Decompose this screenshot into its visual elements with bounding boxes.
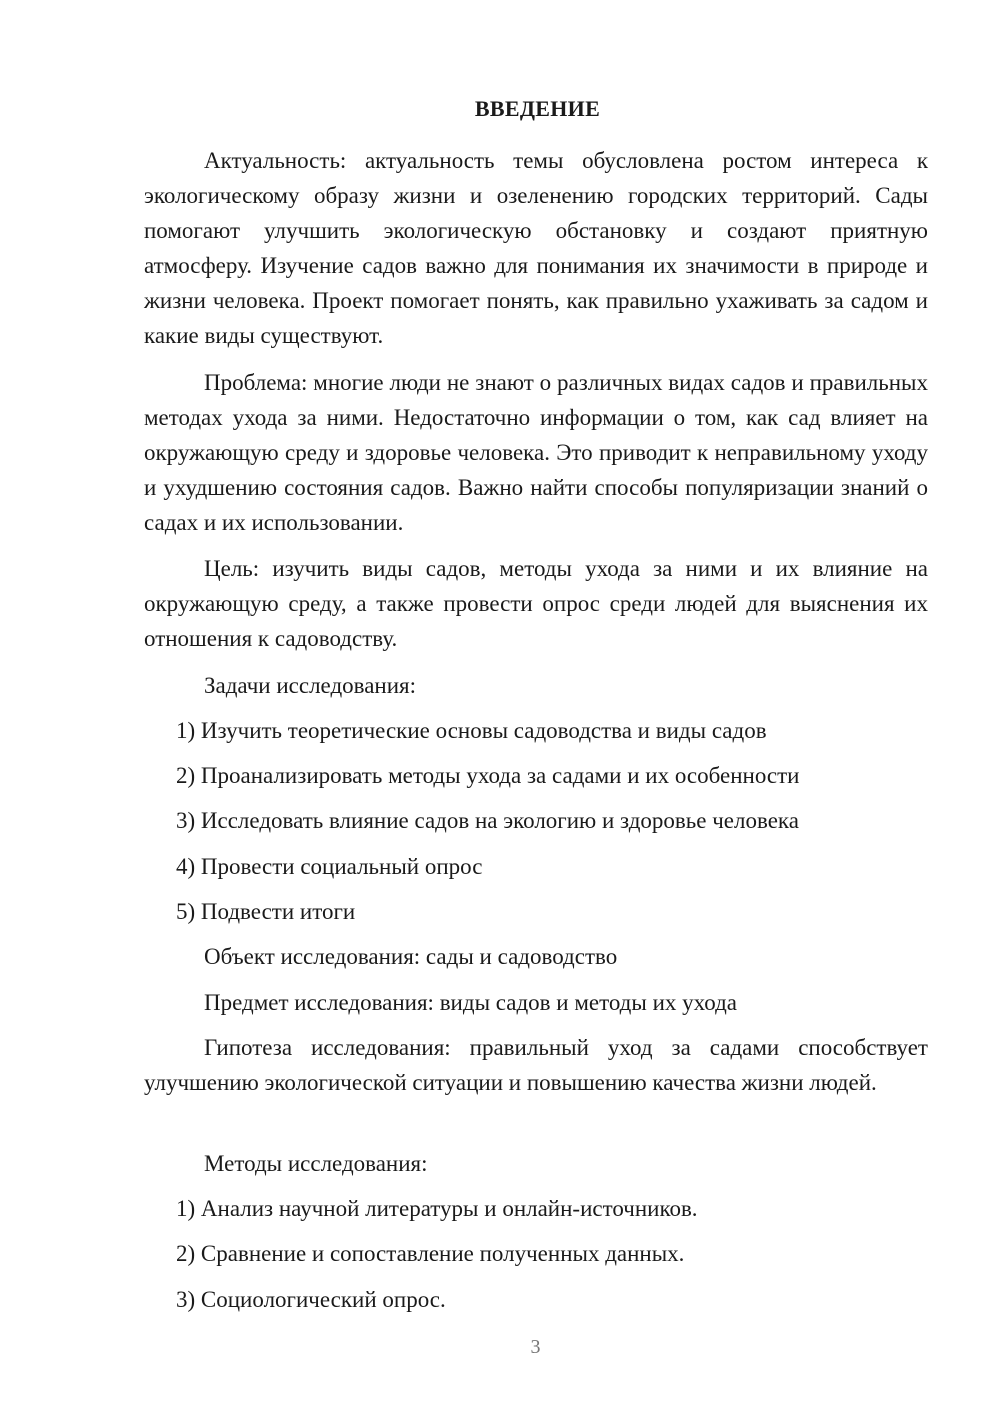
task-item: 5) Подвести итоги <box>176 899 356 924</box>
task-item: 2) Проанализировать методы ухода за садами и их особенности <box>176 763 800 788</box>
method-item: 3) Социологический опрос. <box>176 1287 446 1312</box>
method-item: 2) Сравнение и сопоставление полученных данных. <box>176 1241 685 1266</box>
problem-paragraph: Проблема: многие люди не знают о различных видах садов и правильных методах ухода за ними. Недостаточно информации о том, как сад влияет на окружающую среду и здоровье человека. Это приводит к неправильному уходу и ухудшению состояния садов. Важно найти способы популяризации знаний о садах и их использовании. <box>144 370 928 535</box>
task-item: 3) Исследовать влияние садов на экологию и здоровье человека <box>176 808 799 833</box>
task-item: 1) Изучить теоретические основы садоводства и виды садов <box>176 718 767 743</box>
object-line: Объект исследования: сады и садоводство <box>204 944 618 969</box>
task-item: 4) Провести социальный опрос <box>176 854 483 879</box>
goal-paragraph: Цель: изучить виды садов, методы ухода за ними и их влияние на окружающую среду, а также провести опрос среди людей для выяснения их отношения к садоводству. <box>144 556 928 651</box>
subject-line: Предмет исследования: виды садов и методы их ухода <box>204 990 738 1015</box>
hypothesis-paragraph: Гипотеза исследования: правильный уход за садами способствует улучшению экологической ситуации и повышению качества жизни людей. <box>144 1035 928 1095</box>
section-title: ВВЕДЕНИЕ <box>474 96 601 121</box>
page-number: 3 <box>530 1336 541 1358</box>
tasks-heading: Задачи исследования: <box>204 673 417 698</box>
methods-heading: Методы исследования: <box>204 1151 428 1176</box>
method-item: 1) Анализ научной литературы и онлайн-источников. <box>176 1196 698 1221</box>
relevance-paragraph: Актуальность: актуальность темы обусловлена ростом интереса к экологическому образу жизни и озеленению городских территорий. Сады помогают улучшить экологическую обстановку и создают приятную атмосферу. Изучение садов важно для понимания их значимости в природе и жизни человека. Проект помогает понять, как правильно ухаживать за садом и какие виды существуют. <box>144 148 928 348</box>
